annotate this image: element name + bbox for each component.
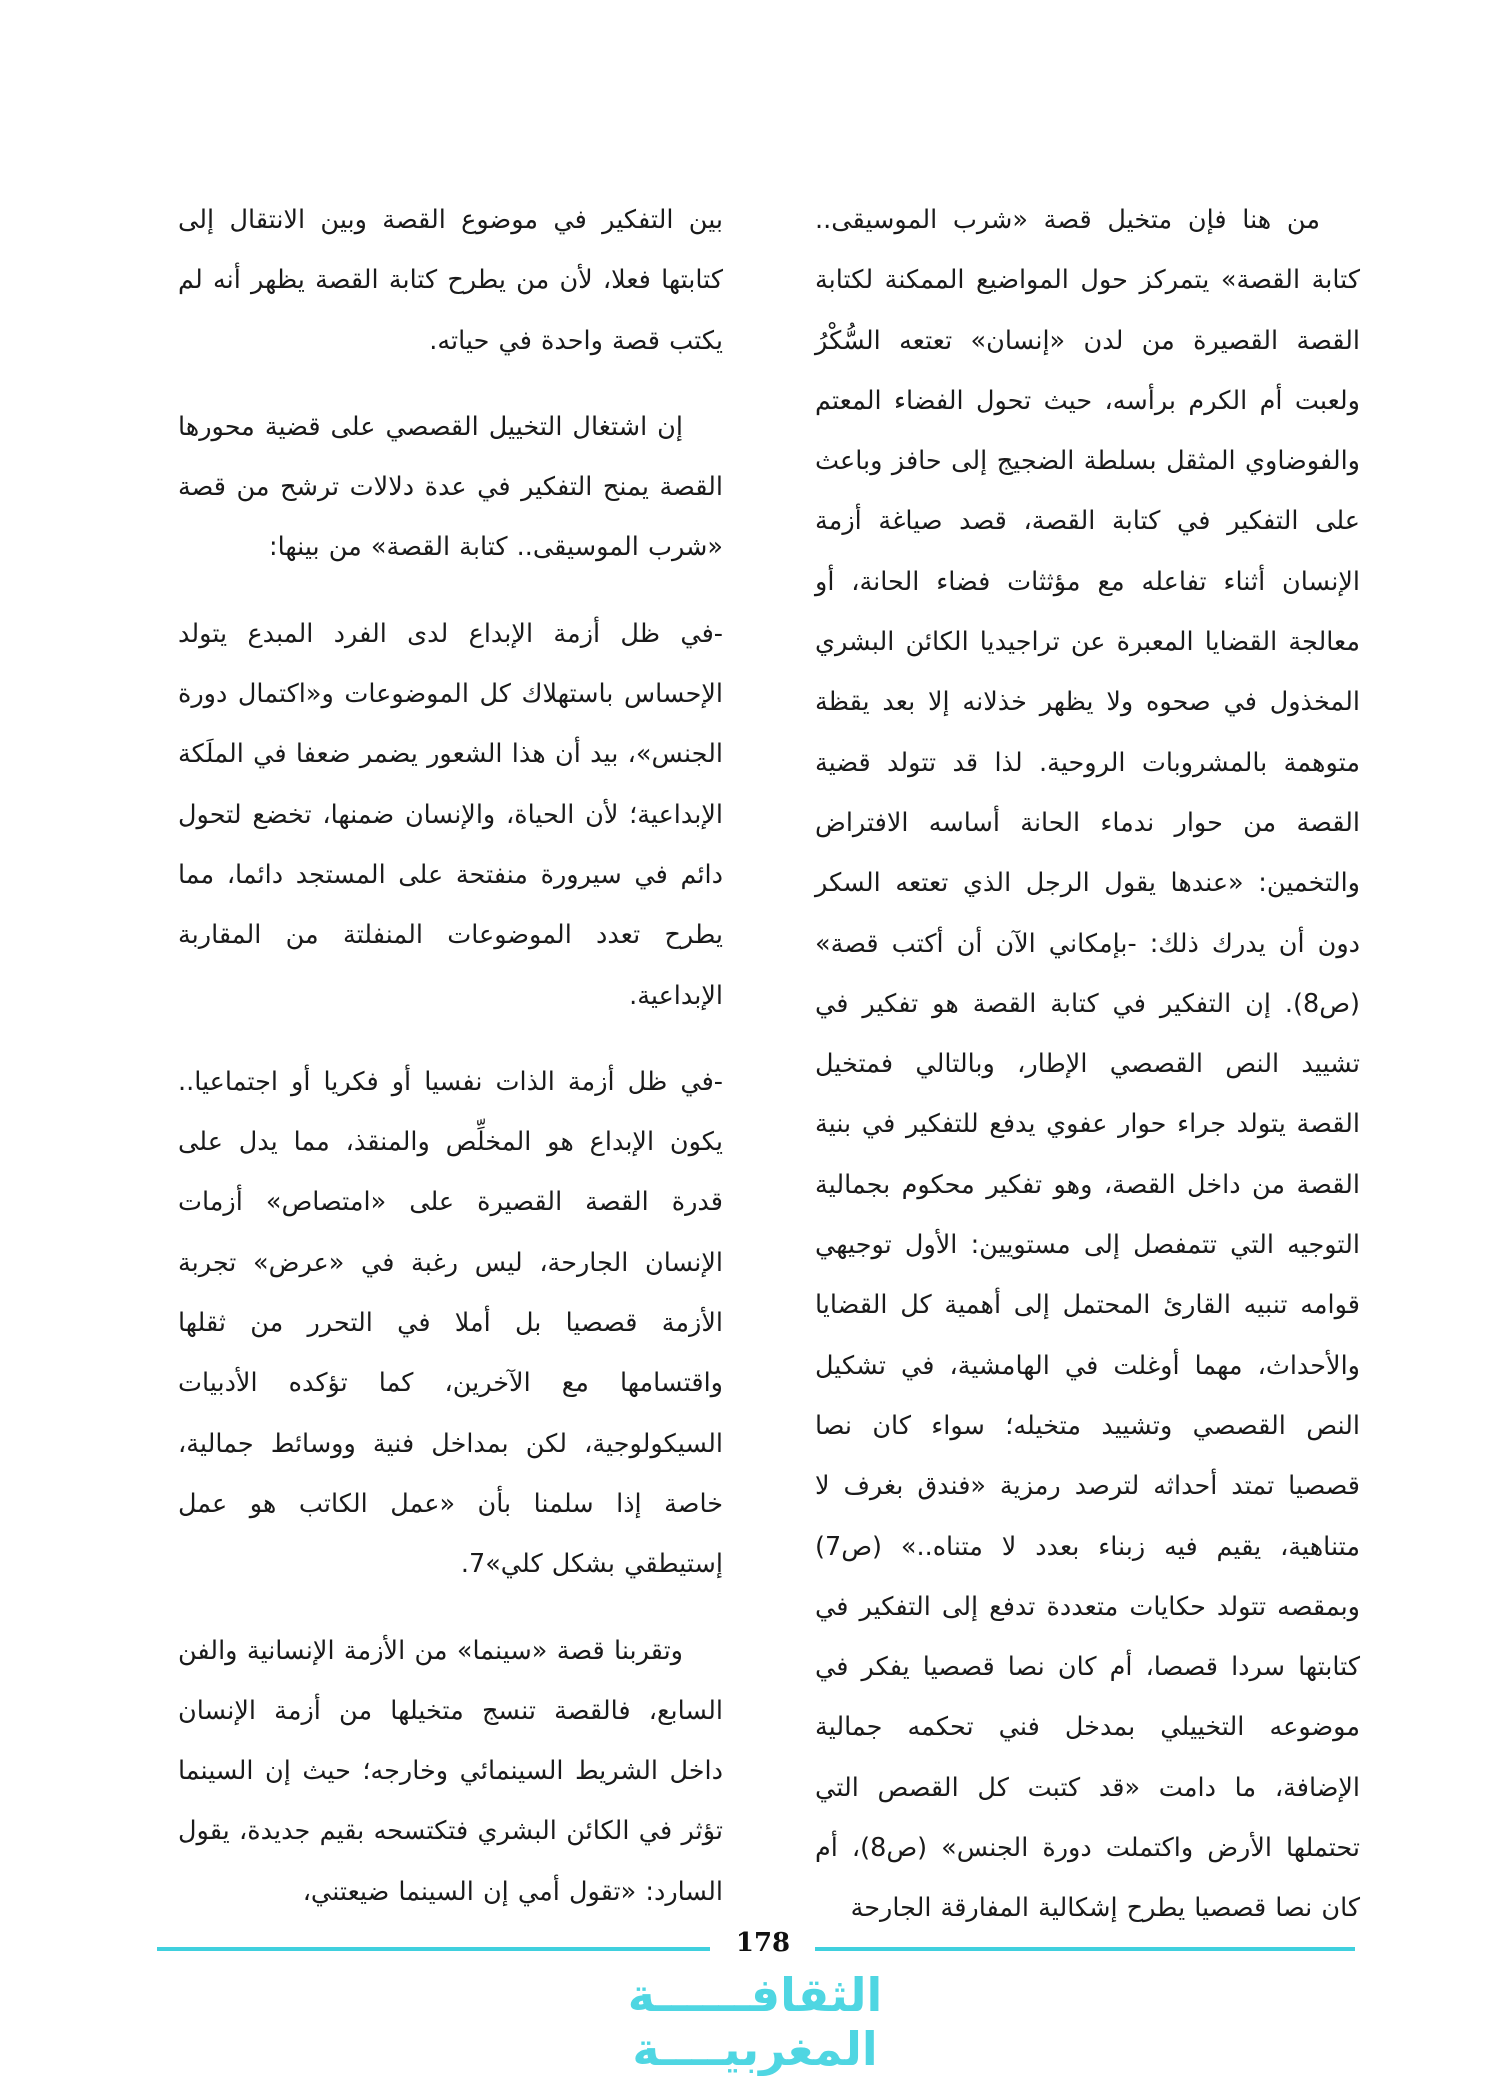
paragraph: وتقربنا قصة «سينما» من الأزمة الإنسانية والفن السابع، فالقصة تنسج متخيلها من أزمة الإنسان داخل الشريط السينمائي وخارجه؛ حيث إن السينما تؤثر في الكائن البشري فتكتسحه بقيم جديدة، يقول السارد: «تقول أمي إن السينما ضيعتني، (178, 1635, 723, 1907)
paragraph: بين التفكير في موضوع القصة وبين الانتقال إلى كتابتها فعلا، لأن من يطرح كتابة القصة يظهر أنه لم يكتب قصة واحدة في حياته. (178, 205, 723, 356)
paragraph: من هنا فإن متخيل قصة «شرب الموسيقى.. كتابة القصة» يتمركز حول المواضيع الممكنة لكتابة القصة القصيرة من لدن «إنسان» تعتعه السُّكْرُ ولعبت أم الكرم برأسه، حيث تحول الفضاء المعتم والفوضاوي المثقل بسلطة الضجيج إلى حافز وباعث على التفكير في كتابة القصة، قصد صياغة أزمة الإنسان أثناء تفاعله مع مؤثثات فضاء الحانة، أو معالجة القضايا المعبرة عن تراجيديا الكائن البشري المخذول في صحوه ولا يظهر خذلانه إلا بعد يقظة متوهمة بالمشروبات الروحية. لذا قد تتولد قضية القصة من حوار ندماء الحانة أساسه الافتراض والتخمين: «عندها يقول الرجل الذي تعتعه السكر دون أن يدرك ذلك: -بإمكاني الآن أن أكتب قصة» (ص8). إن التفكير في كتابة القصة هو تفكير في تشييد النص القصصي الإطار، وبالتالي فمتخيل القصة يتولد جراء حوار عفوي يدفع للتفكير في بنية القصة من داخل القصة، وهو تفكير محكوم بجمالية التوجيه التي تتمفصل إلى مستويين: الأول توجيهي قوامه تنبيه القارئ المحتمل إلى أهمية كل القضايا والأحداث، مهما أوغلت في الهامشية، في تشكيل النص القصصي وتشييد متخيله؛ سواء كان نصا قصصيا تمتد أحداثه لترصد رمزية «فندق بغرف لا متناهية، يقيم فيه زبناء بعدد لا متناه..» (ص7) وبمقصه تتولد حكايات متعددة تدفع إلى التفكير في كتابتها سردا قصصا، أم كان نصا قصصيا يفكر في موضوعه التخييلي بمدخل فني تحكمه جمالية الإضافة، ما دامت «قد كتبت كل القصص التي تحتملها الأرض واكتملت دورة الجنس» (ص8)، أم كان نصا قصصيا يطرح إشكالية المفارقة الجارحة (815, 205, 1360, 1924)
page-number: 178 (735, 1928, 791, 1958)
paragraph: -في ظل أزمة الذات نفسيا أو فكريا أو اجتماعيا.. يكون الإبداع هو المخلِّص والمنقذ، مما يدل على قدرة القصة القصيرة على «امتصاص» أزمات الإنسان الجارحة، ليس رغبة في «عرض» تجربة الأزمة قصصيا بل أملا في التحرر من ثقلها واقتسامها مع الآخرين، كما تؤكده الأدبيات السيكولوجية، لكن بمداخل فنية ووسائط جمالية، خاصة إذا سلمنا بأن «عمل الكاتب هو عمل إستيطقي بشكل كلي»7. (178, 1066, 723, 1580)
right-text-column (815, 190, 1360, 1924)
paragraph: إن اشتغال التخييل القصصي على قضية محورها القصة يمنح التفكير في عدة دلالات ترشح من قصة «شرب الموسيقى.. كتابة القصة» من بينها: (178, 411, 723, 563)
left-text-column (178, 190, 723, 1907)
magazine-title: الثقافــــــة المغربيــــة (627, 1968, 883, 2076)
footer-rule-left (157, 1947, 710, 1951)
footer-rule-right (815, 1947, 1355, 1951)
paragraph: -في ظل أزمة الإبداع لدى الفرد المبدع يتولد الإحساس باستهلاك كل الموضوعات و«اكتمال دورة الجنس»، بيد أن هذا الشعور يضمر ضعفا في الملَكة الإبداعية؛ لأن الحياة، والإنسان ضمنها، تخضع لتحول دائم في سيرورة منفتحة على المستجد دائما، مما يطرح تعدد الموضوعات المنفلتة من المقاربة الإبداعية. (178, 618, 723, 1011)
